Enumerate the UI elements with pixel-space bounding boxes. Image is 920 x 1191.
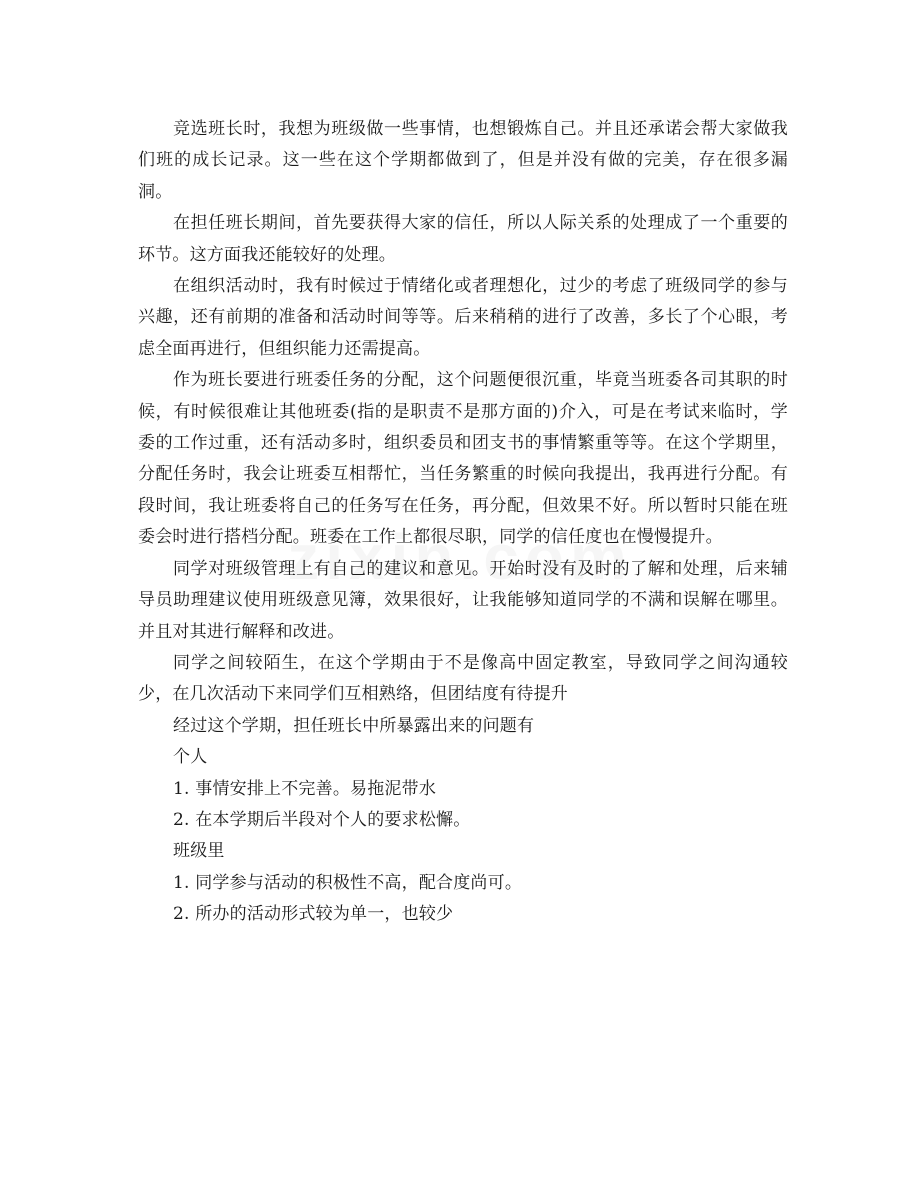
paragraph-campaign: 竞选班长时，我想为班级做一些事情，也想锻炼自己。并且还承诺会帮大家做我们班的成长记录。这一些在这个学期都做到了，但是并没有做的完美，存在很多漏洞。 (138, 119, 788, 202)
list-item-personal-2: 2. 在本学期后半段对个人的要求松懈。 (173, 809, 471, 830)
heading-personal: 个人 (173, 747, 208, 768)
list-item-personal-1: 1. 事情安排上不完善。易拖泥带水 (173, 778, 437, 799)
document-body (138, 114, 788, 931)
paragraph-classmates: 同学之间较陌生，在这个学期由于不是像高中固定教室，导致同学之间沟通较少，在几次活动下来同学们互相熟络，但团结度有待提升 (138, 652, 788, 705)
list-item-class-1: 1. 同学参与活动的积极性不高，配合度尚可。 (173, 872, 523, 893)
heading-class: 班级里 (173, 841, 225, 862)
paragraph-activities: 在组织活动时，我有时候过于情绪化或者理想化，过少的考虑了班级同学的参与兴趣，还有前期的准备和活动时间等等。后来稍稍的进行了改善，多长了个心眼，考虑全面再进行，但组织能力还需提高。 (138, 276, 788, 359)
paragraph-task-distribution: 作为班长要进行班委任务的分配，这个问题便很沉重，毕竟当班委各司其职的时候，有时候很难让其他班委(指的是职责不是那方面的)介入，可是在考试来临时，学委的工作过重，还有活动多时，组织委员和团支书的事情繁重等等。在这个学期里，分配任务时，我会让班委互相帮忙，当任务繁重的时候向我提出，我再进行分配。有段时间，我让班委将自己的任务写在任务，再分配，但效果不好。所以暂时只能在班委会时进行搭档分配。班委在工作上都很尽职，同学的信任度也在慢慢提升。 (138, 370, 788, 548)
list-item-class-2: 2. 所办的活动形式较为单一，也较少 (173, 904, 454, 925)
paragraph-problems-intro: 经过这个学期，担任班长中所暴露出来的问题有 (173, 715, 535, 736)
paragraph-trust: 在担任班长期间，首先要获得大家的信任，所以人际关系的处理成了一个重要的环节。这方面我还能较好的处理。 (138, 213, 788, 265)
paragraph-suggestions: 同学对班级管理上有自己的建议和意见。开始时没有及时的了解和处理，后来辅导员助理建议使用班级意见簿，效果很好，让我能够知道同学的不满和误解在哪里。并且对其进行解释和改进。 (138, 558, 788, 642)
